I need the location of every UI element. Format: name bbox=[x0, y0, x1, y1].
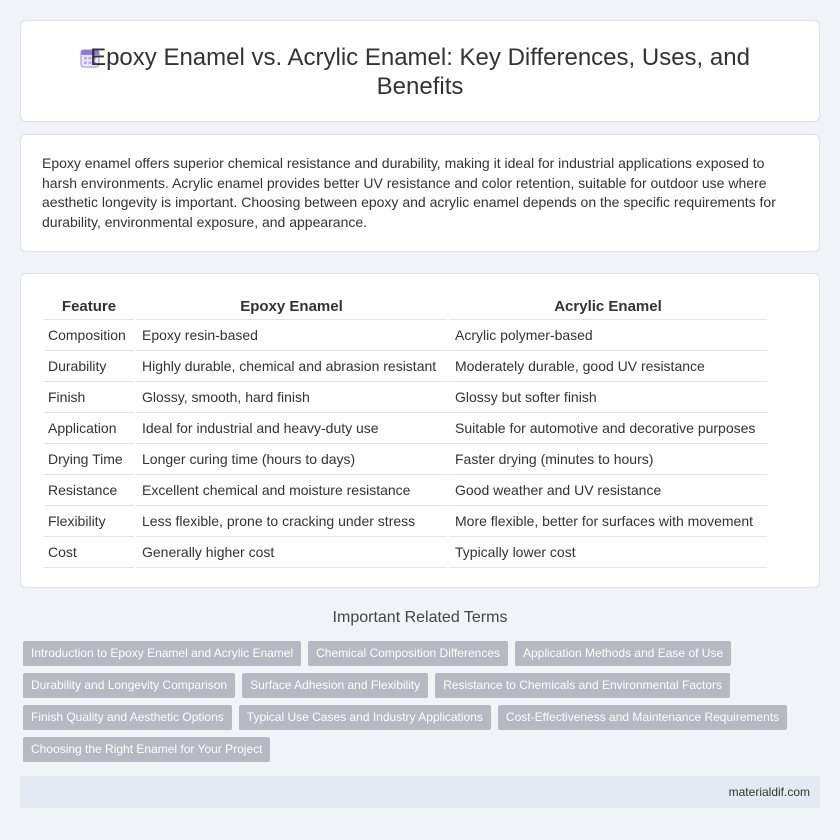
epoxy-cell: Epoxy resin-based bbox=[136, 320, 447, 351]
acrylic-cell: More flexible, better for surfaces with movement bbox=[449, 506, 767, 537]
comparison-card bbox=[20, 273, 820, 588]
acrylic-cell: Suitable for automotive and decorative purposes bbox=[449, 413, 767, 444]
related-term-tag[interactable]: Cost-Effectiveness and Maintenance Requirements bbox=[498, 705, 787, 730]
related-term-tag[interactable]: Application Methods and Ease of Use bbox=[515, 641, 731, 666]
related-term-tag[interactable]: Finish Quality and Aesthetic Options bbox=[23, 705, 232, 730]
related-term-tag[interactable]: Introduction to Epoxy Enamel and Acrylic Enamel bbox=[23, 641, 301, 666]
page-title: Epoxy Enamel vs. Acrylic Enamel: Key Differences, Uses, and Benefits bbox=[90, 44, 750, 100]
table-row bbox=[44, 506, 767, 537]
related-term-tag[interactable]: Durability and Longevity Comparison bbox=[23, 673, 235, 698]
feature-cell: Drying Time bbox=[44, 444, 134, 475]
feature-cell: Resistance bbox=[44, 475, 134, 506]
table-row bbox=[44, 351, 767, 382]
table-row bbox=[44, 320, 767, 351]
related-term-tag[interactable]: Resistance to Chemicals and Environmental Factors bbox=[435, 673, 730, 698]
acrylic-cell: Faster drying (minutes to hours) bbox=[449, 444, 767, 475]
feature-cell: Application bbox=[44, 413, 134, 444]
related-term-tag[interactable]: Surface Adhesion and Flexibility bbox=[242, 673, 428, 698]
feature-cell: Composition bbox=[44, 320, 134, 351]
epoxy-cell: Excellent chemical and moisture resistance bbox=[136, 475, 447, 506]
column-header-acrylic: Acrylic Enamel bbox=[449, 294, 767, 320]
epoxy-cell: Highly durable, chemical and abrasion resistant bbox=[136, 351, 447, 382]
column-header-feature: Feature bbox=[44, 294, 134, 320]
acrylic-cell: Moderately durable, good UV resistance bbox=[449, 351, 767, 382]
column-header-epoxy: Epoxy Enamel bbox=[136, 294, 447, 320]
table-row bbox=[44, 537, 767, 568]
table-row bbox=[44, 444, 767, 475]
comparison-table bbox=[42, 294, 769, 568]
acrylic-cell: Acrylic polymer-based bbox=[449, 320, 767, 351]
related-term-tag[interactable]: Choosing the Right Enamel for Your Project bbox=[23, 737, 270, 762]
summary-text: Epoxy enamel offers superior chemical resistance and durability, making it ideal for industrial applications exposed to harsh environments. Acrylic enamel provides better UV resistance and color retention, suitable for outdoor use where aesthetic longevity is important. Choosing between epoxy and acrylic enamel depends on the specific requirements for durability, environmental exposure, and appearance. bbox=[42, 155, 776, 230]
feature-cell: Durability bbox=[44, 351, 134, 382]
related-term-tag[interactable]: Chemical Composition Differences bbox=[308, 641, 508, 666]
title-card bbox=[20, 20, 820, 122]
epoxy-cell: Generally higher cost bbox=[136, 537, 447, 568]
footer bbox=[20, 776, 820, 808]
acrylic-cell: Good weather and UV resistance bbox=[449, 475, 767, 506]
feature-cell: Finish bbox=[44, 382, 134, 413]
related-term-tag[interactable]: Typical Use Cases and Industry Applications bbox=[239, 705, 491, 730]
acrylic-cell: Typically lower cost bbox=[449, 537, 767, 568]
table-row bbox=[44, 475, 767, 506]
table-row bbox=[44, 413, 767, 444]
acrylic-cell: Glossy but softer finish bbox=[449, 382, 767, 413]
related-terms-heading: Important Related Terms bbox=[332, 609, 508, 626]
footer-site-link[interactable]: materialdif.com bbox=[728, 785, 810, 799]
related-terms-list bbox=[23, 641, 813, 762]
table-row bbox=[44, 382, 767, 413]
table-header-row bbox=[44, 294, 767, 320]
epoxy-cell: Ideal for industrial and heavy-duty use bbox=[136, 413, 447, 444]
feature-cell: Flexibility bbox=[44, 506, 134, 537]
epoxy-cell: Glossy, smooth, hard finish bbox=[136, 382, 447, 413]
feature-cell: Cost bbox=[44, 537, 134, 568]
summary-card bbox=[20, 134, 820, 252]
epoxy-cell: Longer curing time (hours to days) bbox=[136, 444, 447, 475]
epoxy-cell: Less flexible, prone to cracking under stress bbox=[136, 506, 447, 537]
